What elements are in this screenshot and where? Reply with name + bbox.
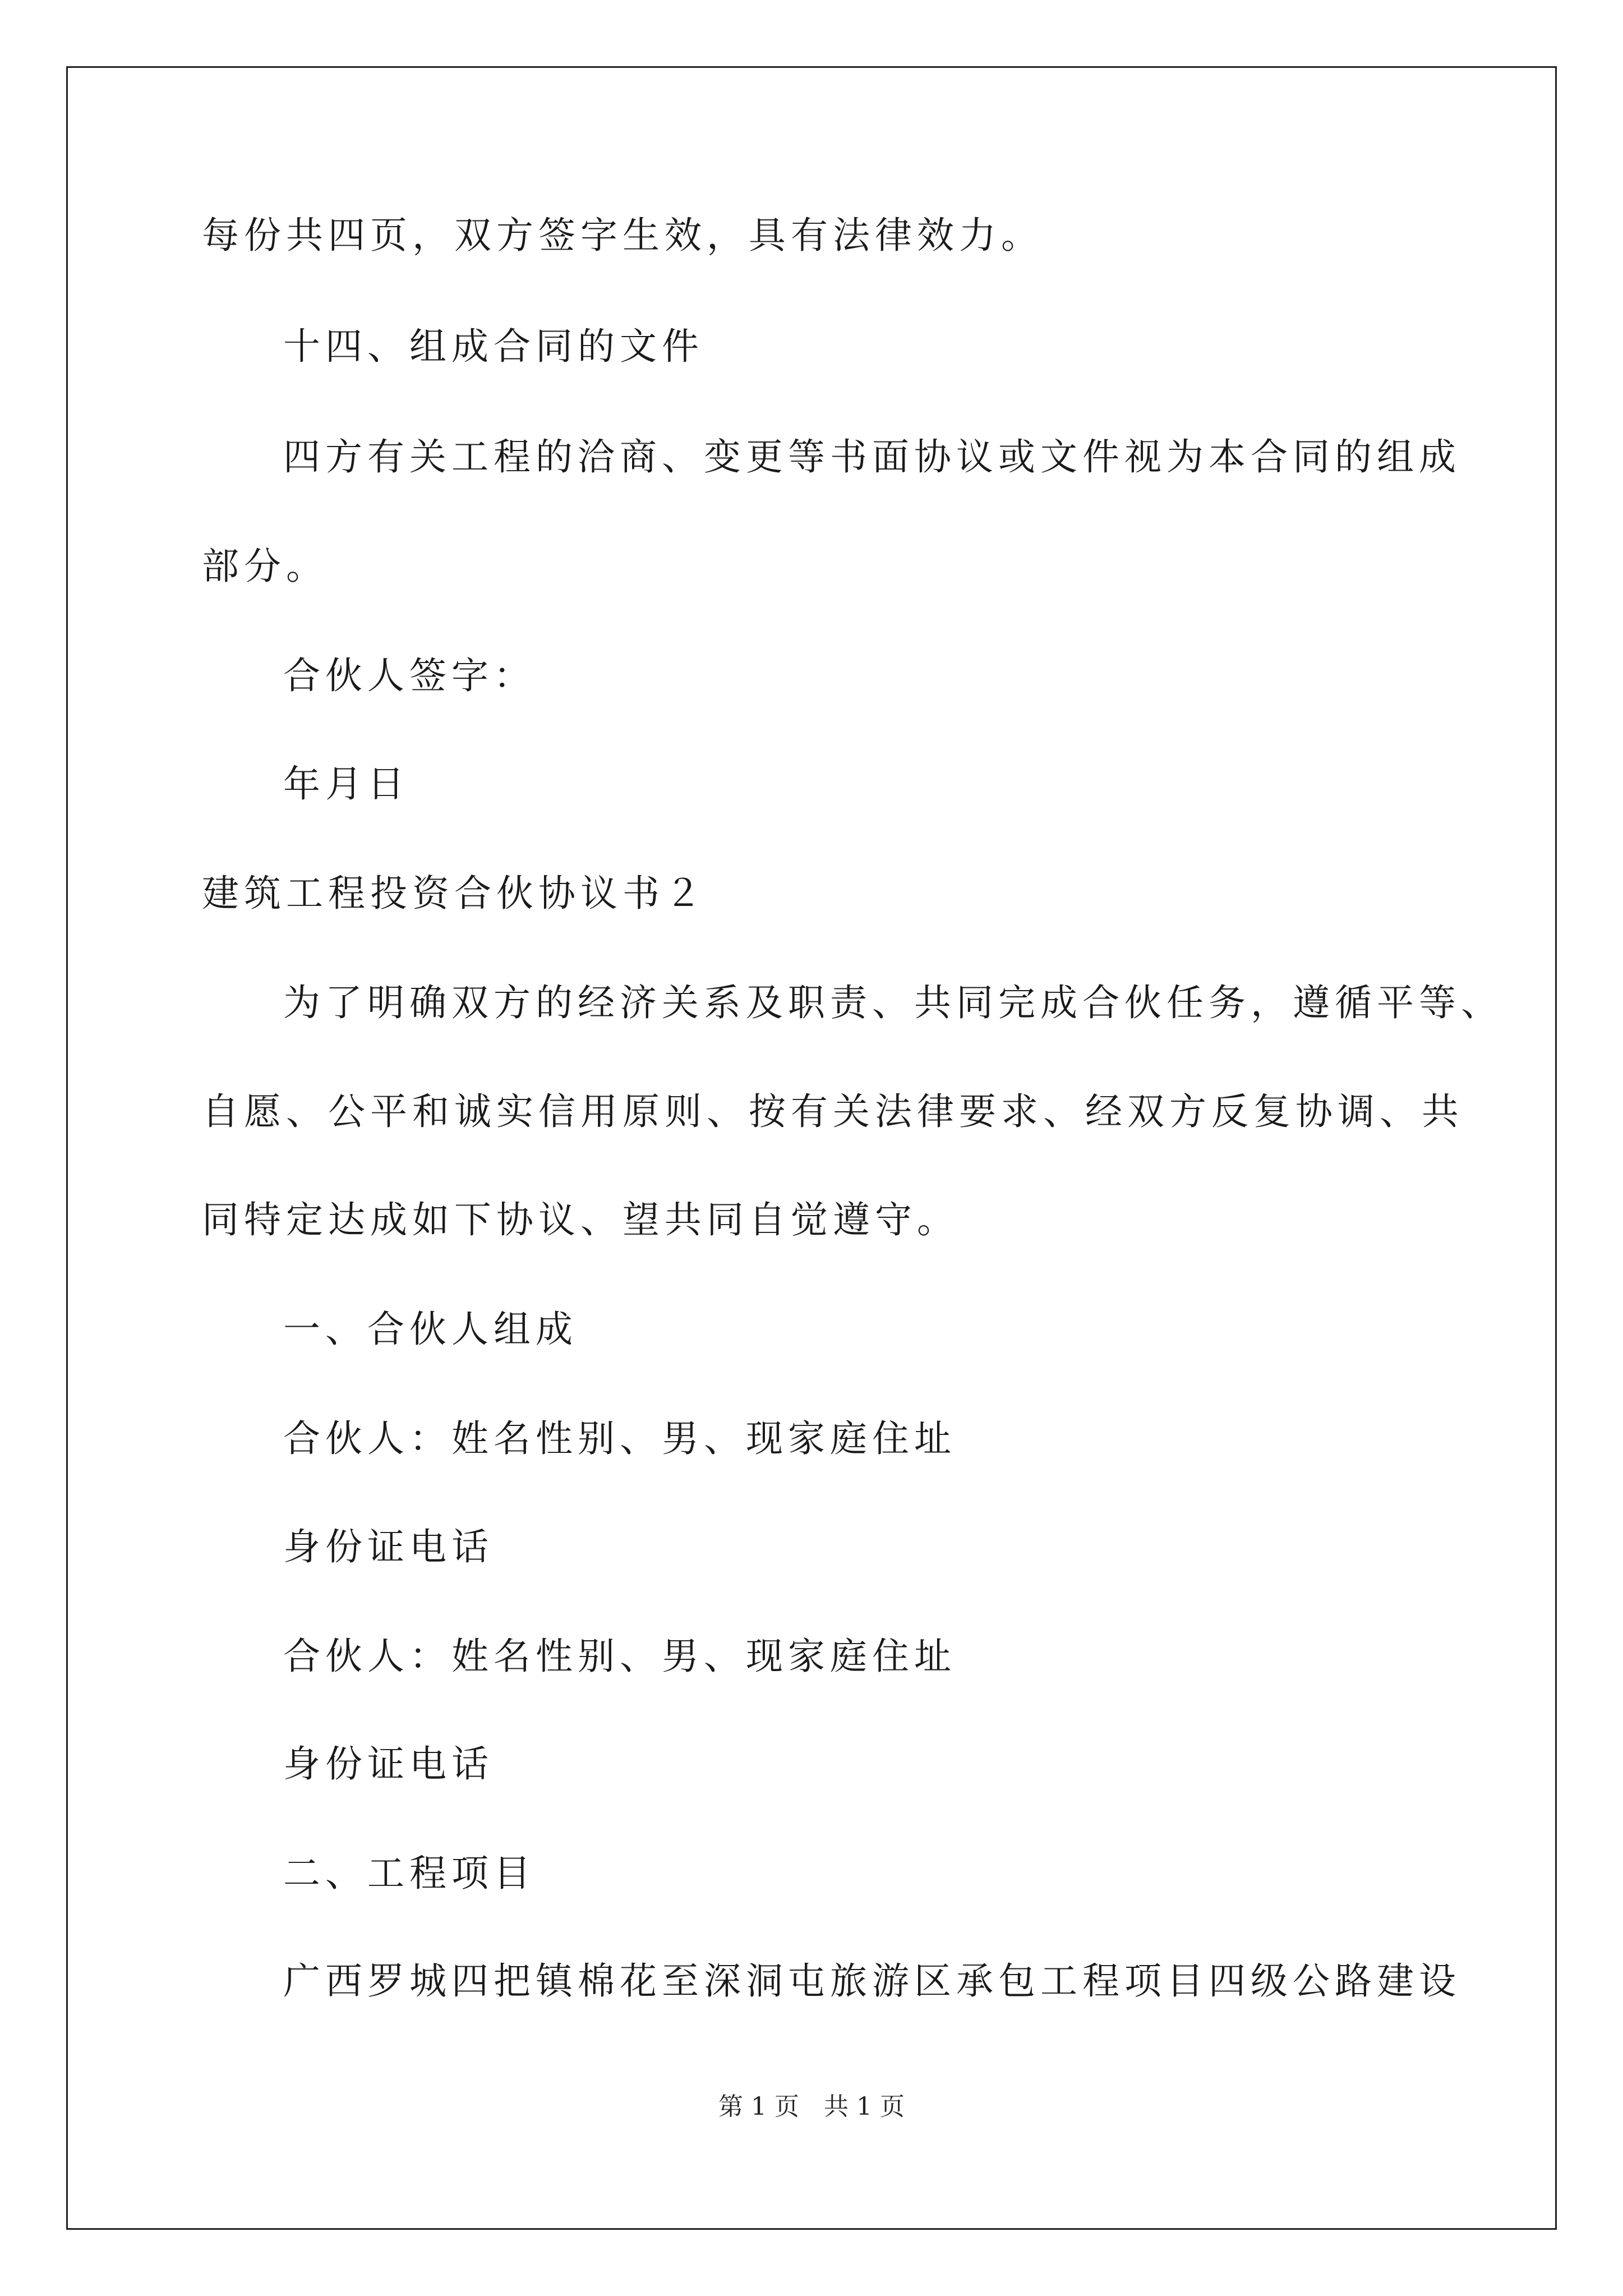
section-heading: 一、合伙人组成	[283, 1308, 578, 1351]
partner-line: 合伙人：姓名性别、男、现家庭住址	[283, 1635, 956, 1678]
paragraph-line: 为了明确双方的经济关系及职责、共同完成合伙任务，遵循平等、	[283, 981, 1503, 1024]
paragraph-line: 同特定达成如下协议、望共同自觉遵守。	[202, 1198, 959, 1241]
section-heading: 二、工程项目	[283, 1852, 536, 1895]
id-phone-line: 身份证电话	[283, 1525, 494, 1568]
partner-line: 合伙人：姓名性别、男、现家庭住址	[283, 1417, 956, 1460]
paragraph-line: 每份共四页，双方签字生效，具有法律效力。	[202, 214, 1043, 257]
paragraph-line: 部分。	[202, 545, 328, 588]
id-phone-line: 身份证电话	[283, 1742, 494, 1786]
section-heading: 十四、组成合同的文件	[283, 325, 704, 368]
date-line: 年月日	[283, 762, 409, 806]
paragraph-line: 自愿、公平和诚实信用原则、按有关法律要求、经双方反复协调、共	[202, 1090, 1464, 1133]
page-number-footer: 第 1 页 共 1 页	[718, 2092, 905, 2121]
signature-label: 合伙人签字：	[283, 654, 536, 697]
paragraph-line: 四方有关工程的洽商、变更等书面协议或文件视为本合同的组成	[283, 435, 1461, 478]
document-title: 建筑工程投资合伙协议书２	[202, 872, 707, 915]
paragraph-line: 广西罗城四把镇棉花至深洞屯旅游区承包工程项目四级公路建设	[283, 1959, 1461, 2003]
